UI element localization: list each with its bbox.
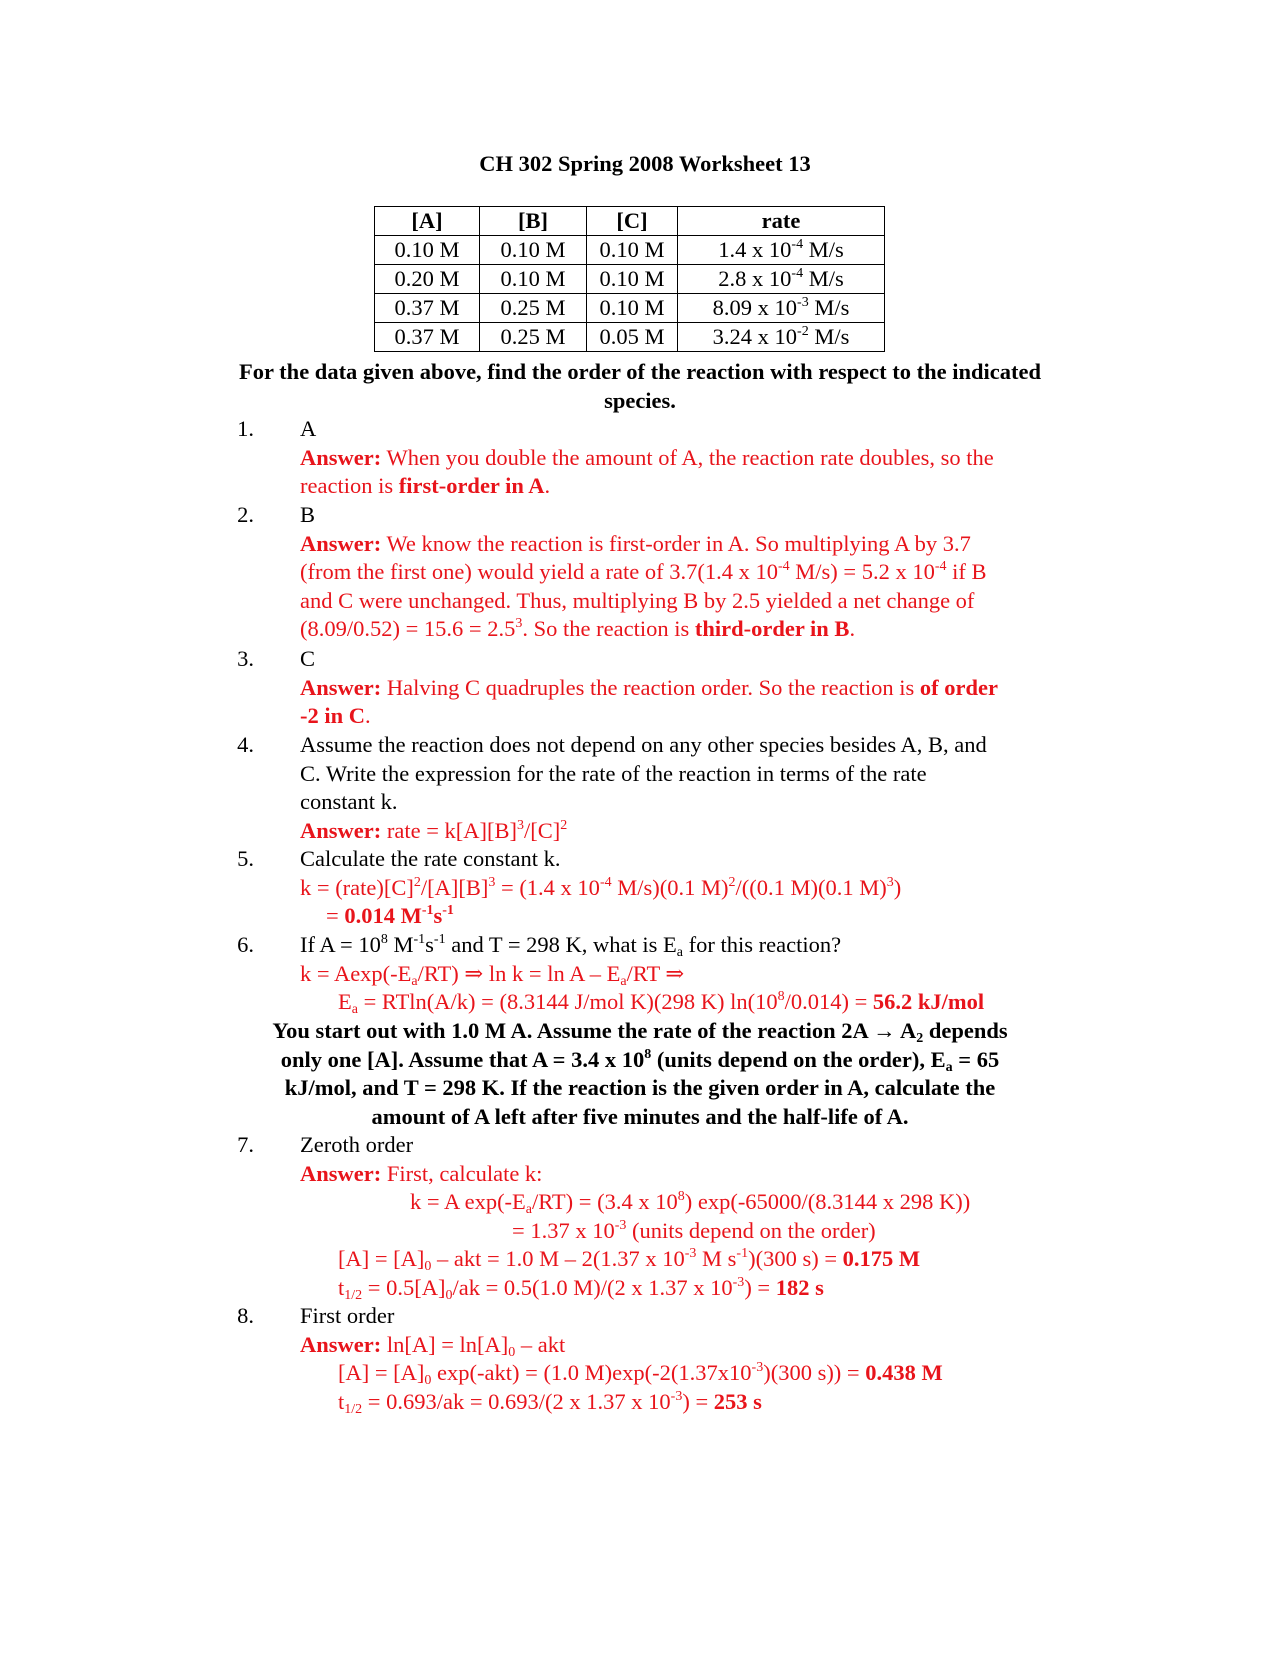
question-7 <box>300 1131 1100 1302</box>
question-3 <box>300 645 1100 731</box>
rate-unit: M/s <box>803 237 844 262</box>
exponent: 8 <box>644 1046 652 1062</box>
equation-line <box>300 902 1100 931</box>
subscript: a <box>676 945 684 960</box>
answer-text: – akt <box>515 1331 566 1357</box>
rate-data-table <box>374 206 885 352</box>
answer-label: Answer: <box>300 530 382 556</box>
equation-text: ) <box>893 874 902 900</box>
equation-line <box>300 874 1100 903</box>
subscript: 0 <box>445 1287 453 1303</box>
question-fragment: M <box>387 932 414 957</box>
answer-text: When you double the amount of A, the reaction rate doubles, so the <box>381 444 994 470</box>
subscript: a <box>351 1002 358 1017</box>
equation-text: k = A exp(-E <box>410 1189 526 1214</box>
exponent: -3 <box>751 1360 764 1375</box>
equation-line <box>300 988 1100 1017</box>
answer-label: Answer: <box>300 817 382 843</box>
exponent: 2 <box>413 874 421 890</box>
prompt-line: amount of A left after five minutes and the half-life of A. <box>371 1103 909 1129</box>
equation-text: = (1.4 x 10 <box>495 874 600 900</box>
equation-text: k = Aexp(-E <box>300 960 412 986</box>
equation-text: k = (rate)[C] <box>300 874 414 900</box>
subscript: 2 <box>916 1031 924 1046</box>
answer-result: third-order in B <box>694 616 850 641</box>
question-number: 8. <box>237 1303 254 1328</box>
prompt-line: For the data given above, find the order of the reaction with respect to the indicated <box>238 359 1041 384</box>
equation-text: )(300 s) = <box>748 1246 843 1271</box>
rate-exponent: -4 <box>791 266 804 281</box>
answer-line <box>300 615 1100 644</box>
cell-rate <box>678 236 885 265</box>
answer-text: M/s) = 5.2 x 10 <box>789 559 935 584</box>
question-text: B <box>300 502 316 527</box>
answer-result: first-order in A <box>398 473 545 498</box>
cell-c: 0.10 M <box>587 265 678 294</box>
answer-text: Halving C quadruples the reaction order. So the reaction is <box>381 674 920 700</box>
answer-result: 253 s <box>713 1388 762 1414</box>
header-c: [C] <box>587 207 678 236</box>
page-title: CH 302 Spring 2008 Worksheet 13 <box>479 151 811 176</box>
answer-label: Answer: <box>300 674 382 700</box>
equation-line <box>300 1359 1100 1388</box>
exponent: 3 <box>886 874 894 890</box>
cell-a: 0.10 M <box>375 236 480 265</box>
exponent: 3 <box>488 874 496 890</box>
exponent: 3 <box>515 616 523 631</box>
equation-text: ) = <box>744 1274 776 1300</box>
equation-text: = <box>326 903 345 928</box>
prompt-line <box>180 1017 1100 1046</box>
equation-text: t <box>338 1388 345 1414</box>
answer-line <box>300 558 1100 587</box>
exponent: 2 <box>560 817 568 833</box>
answer-text: . So the reaction is <box>522 616 695 641</box>
equation-line <box>300 960 1100 989</box>
cell-rate <box>678 265 885 294</box>
cell-b: 0.25 M <box>480 294 587 323</box>
equation-text: = 0.5[A] <box>362 1274 446 1300</box>
result-text: s <box>433 903 443 928</box>
question-text: Assume the reaction does not depend on any other species besides A, B, and <box>300 732 987 757</box>
table-row <box>375 323 885 352</box>
equation-text: t <box>338 1274 345 1300</box>
answer-text: (from the first one) would yield a rate of 3.7(1.4 x 10 <box>300 559 778 584</box>
answer-line <box>300 444 1100 473</box>
table-row <box>375 265 885 294</box>
subscript: a <box>411 973 418 989</box>
exponent: 2 <box>728 874 736 890</box>
answer-text: We know the reaction is first-order in A. So multiplying A by 3.7 <box>381 530 971 556</box>
subscript: 0 <box>424 1373 432 1388</box>
answer-label: Answer: <box>300 444 382 470</box>
exponent: -3 <box>670 1388 683 1404</box>
cell-c: 0.05 M <box>587 323 678 352</box>
cell-b: 0.10 M <box>480 236 587 265</box>
answer-result: 0.175 M <box>842 1246 921 1271</box>
answer-text: /[C] <box>524 817 561 843</box>
equation-line <box>300 1245 1100 1274</box>
equation-text: M/s)(0.1 M) <box>611 874 729 900</box>
question-fragment: and T = 298 K, what is E <box>445 932 677 957</box>
question-number: 7. <box>237 1132 254 1157</box>
prompt-fragment: depends <box>923 1018 1008 1043</box>
question-1 <box>300 415 1100 501</box>
rate-exponent: -2 <box>797 324 809 339</box>
prompt-half-life <box>180 1017 1100 1131</box>
equation-line <box>300 1217 1100 1246</box>
rate-unit: M/s <box>808 324 850 349</box>
question-text: Calculate the rate constant k. <box>300 846 561 871</box>
answer-label: Answer: <box>300 1160 382 1186</box>
answer-line <box>300 702 1100 731</box>
answer-line <box>300 472 1100 501</box>
cell-c: 0.10 M <box>587 236 678 265</box>
question-number: 3. <box>237 646 254 671</box>
equation-text: /0.014) = <box>784 989 873 1014</box>
equation-text: = 1.37 x 10 <box>512 1217 615 1243</box>
rate-unit: M/s <box>808 295 850 320</box>
answer-result: of order <box>919 674 998 700</box>
exponent: 8 <box>380 932 388 947</box>
answer-text: First, calculate k: <box>381 1160 543 1186</box>
equation-text: – akt = 1.0 M – 2(1.37 x 10 <box>431 1246 685 1271</box>
rate-mantissa: 1.4 x 10 <box>718 237 792 262</box>
equation-text: ) = <box>682 1388 714 1414</box>
rate-mantissa: 3.24 x 10 <box>712 324 798 349</box>
subscript: 0 <box>508 1344 516 1360</box>
answer-result <box>344 903 454 928</box>
question-number: 1. <box>237 416 254 441</box>
equation-text: /ak = 0.5(1.0 M)/(2 x 1.37 x 10 <box>452 1274 733 1300</box>
rate-exponent: -4 <box>791 237 804 252</box>
exponent: -4 <box>778 559 790 574</box>
exponent: -3 <box>732 1274 745 1290</box>
table-row <box>375 236 885 265</box>
equation-text: /((0.1 M)(0.1 M) <box>735 874 887 900</box>
answer-line <box>300 674 1100 703</box>
cell-c: 0.10 M <box>587 294 678 323</box>
equation-text: M s <box>696 1246 737 1271</box>
header-a: [A] <box>375 207 480 236</box>
answer-text: (8.09/0.52) = 15.6 = 2.5 <box>300 616 516 641</box>
equation-text: ) exp(-65000/(8.3144 x 298 K)) <box>684 1189 971 1214</box>
answer-text: . <box>849 616 856 641</box>
exponent: 8 <box>677 1189 685 1204</box>
question-text: Zeroth order <box>300 1132 414 1157</box>
question-5 <box>300 845 1100 931</box>
equation-text: /RT) ⇒ ln k = ln A – E <box>417 960 621 986</box>
exponent: -1 <box>421 903 434 918</box>
prompt-line: kJ/mol, and T = 298 K. If the reaction is the given order in A, calculate the <box>284 1075 996 1100</box>
subscript: a <box>945 1059 953 1075</box>
prompt-line <box>180 1046 1100 1075</box>
header-b: [B] <box>480 207 587 236</box>
exponent: -1 <box>736 1246 749 1261</box>
question-number: 4. <box>237 732 254 757</box>
question-fragment: If A = 10 <box>300 932 381 957</box>
question-text: C <box>300 646 316 671</box>
cell-b: 0.10 M <box>480 265 587 294</box>
prompt-fragment: You start out with 1.0 M A. Assume the rate of the reaction 2A → A <box>272 1018 917 1043</box>
equation-text: E <box>338 989 352 1014</box>
question-text: C. Write the expression for the rate of the reaction in terms of the rate <box>300 760 927 786</box>
answer-text: reaction is <box>300 473 399 498</box>
subscript: 1/2 <box>344 1287 363 1303</box>
question-2 <box>300 501 1100 644</box>
exponent: -4 <box>599 874 612 890</box>
equation-text: [A] = [A] <box>338 1360 425 1385</box>
question-number: 5. <box>237 846 254 871</box>
rate-mantissa: 2.8 x 10 <box>718 266 792 291</box>
result-text: 0.014 M <box>344 903 422 928</box>
equation-line <box>300 1188 1100 1217</box>
prompt-order <box>180 358 1100 415</box>
rate-exponent: -3 <box>797 295 809 310</box>
question-text <box>300 931 1100 960</box>
rate-unit: M/s <box>803 266 844 291</box>
rate-mantissa: 8.09 x 10 <box>712 295 798 320</box>
answer-text: . <box>365 703 371 728</box>
answer-line <box>300 817 1100 846</box>
equation-text: exp(-akt) = (1.0 M)exp(-2(1.37x10 <box>431 1360 752 1385</box>
equation-text: = 0.693/ak = 0.693/(2 x 1.37 x 10 <box>362 1388 671 1414</box>
header-rate: rate <box>678 207 885 236</box>
table-header-row <box>375 207 885 236</box>
prompt-fragment: = 65 <box>952 1046 1000 1072</box>
cell-b: 0.25 M <box>480 323 587 352</box>
answer-line: and C were unchanged. Thus, multiplying B by 2.5 yielded a net change of <box>300 587 975 613</box>
prompt-fragment: (units depend on the order), E <box>651 1046 946 1072</box>
subscript: a <box>620 973 627 989</box>
question-number: 6. <box>237 932 254 957</box>
exponent: -1 <box>442 903 454 918</box>
equation-text: (units depend on the order) <box>626 1217 876 1243</box>
prompt-fragment: only one [A]. Assume that A = 3.4 x 10 <box>280 1046 645 1072</box>
prompt-line: species. <box>604 387 676 413</box>
equation-text: /RT ⇒ <box>626 960 685 986</box>
question-number: 2. <box>237 502 254 527</box>
exponent: -1 <box>413 932 426 947</box>
question-fragment: s <box>425 932 434 957</box>
exponent: -1 <box>433 932 446 947</box>
subscript: 1/2 <box>344 1401 363 1417</box>
equation-text: /RT) = (3.4 x 10 <box>532 1189 678 1214</box>
cell-rate <box>678 323 885 352</box>
answer-label: Answer: <box>300 1331 382 1357</box>
answer-line <box>300 1160 1100 1189</box>
question-fragment: for this reaction? <box>683 932 842 957</box>
answer-text: rate = k[A][B] <box>381 817 517 843</box>
subscript: a <box>525 1202 533 1217</box>
answer-line <box>300 530 1100 559</box>
cell-a: 0.37 M <box>375 294 480 323</box>
equation-text: /[A][B] <box>420 874 489 900</box>
equation-text: = RTln(A/k) = (8.3144 J/mol K)(298 K) ln(10 <box>357 989 778 1014</box>
exponent: 3 <box>517 817 524 833</box>
answer-result: 0.438 M <box>865 1360 943 1385</box>
answer-line <box>300 1331 1100 1360</box>
question-text: A <box>300 416 317 441</box>
equation-line <box>300 1274 1100 1303</box>
answer-result: 182 s <box>775 1274 824 1300</box>
answer-text: . <box>544 473 551 498</box>
exponent: -4 <box>934 559 947 574</box>
equation-text: [A] = [A] <box>338 1246 425 1271</box>
equation-text: )(300 s)) = <box>763 1360 866 1385</box>
question-text: constant k. <box>300 789 398 814</box>
cell-a: 0.20 M <box>375 265 480 294</box>
question-4 <box>300 731 1100 845</box>
exponent: 8 <box>777 989 785 1004</box>
table-row <box>375 294 885 323</box>
answer-text: ln[A] = ln[A] <box>381 1331 509 1357</box>
cell-rate <box>678 294 885 323</box>
answer-result: -2 in C <box>300 703 366 728</box>
question-6 <box>300 931 1100 1017</box>
exponent: -3 <box>684 1246 697 1261</box>
question-8 <box>300 1302 1100 1416</box>
exponent: -3 <box>614 1217 627 1233</box>
answer-result: 56.2 kJ/mol <box>872 989 985 1014</box>
subscript: 0 <box>424 1259 432 1274</box>
equation-line <box>300 1388 1100 1417</box>
question-text: First order <box>300 1303 395 1328</box>
answer-text: if B <box>946 559 987 584</box>
cell-a: 0.37 M <box>375 323 480 352</box>
